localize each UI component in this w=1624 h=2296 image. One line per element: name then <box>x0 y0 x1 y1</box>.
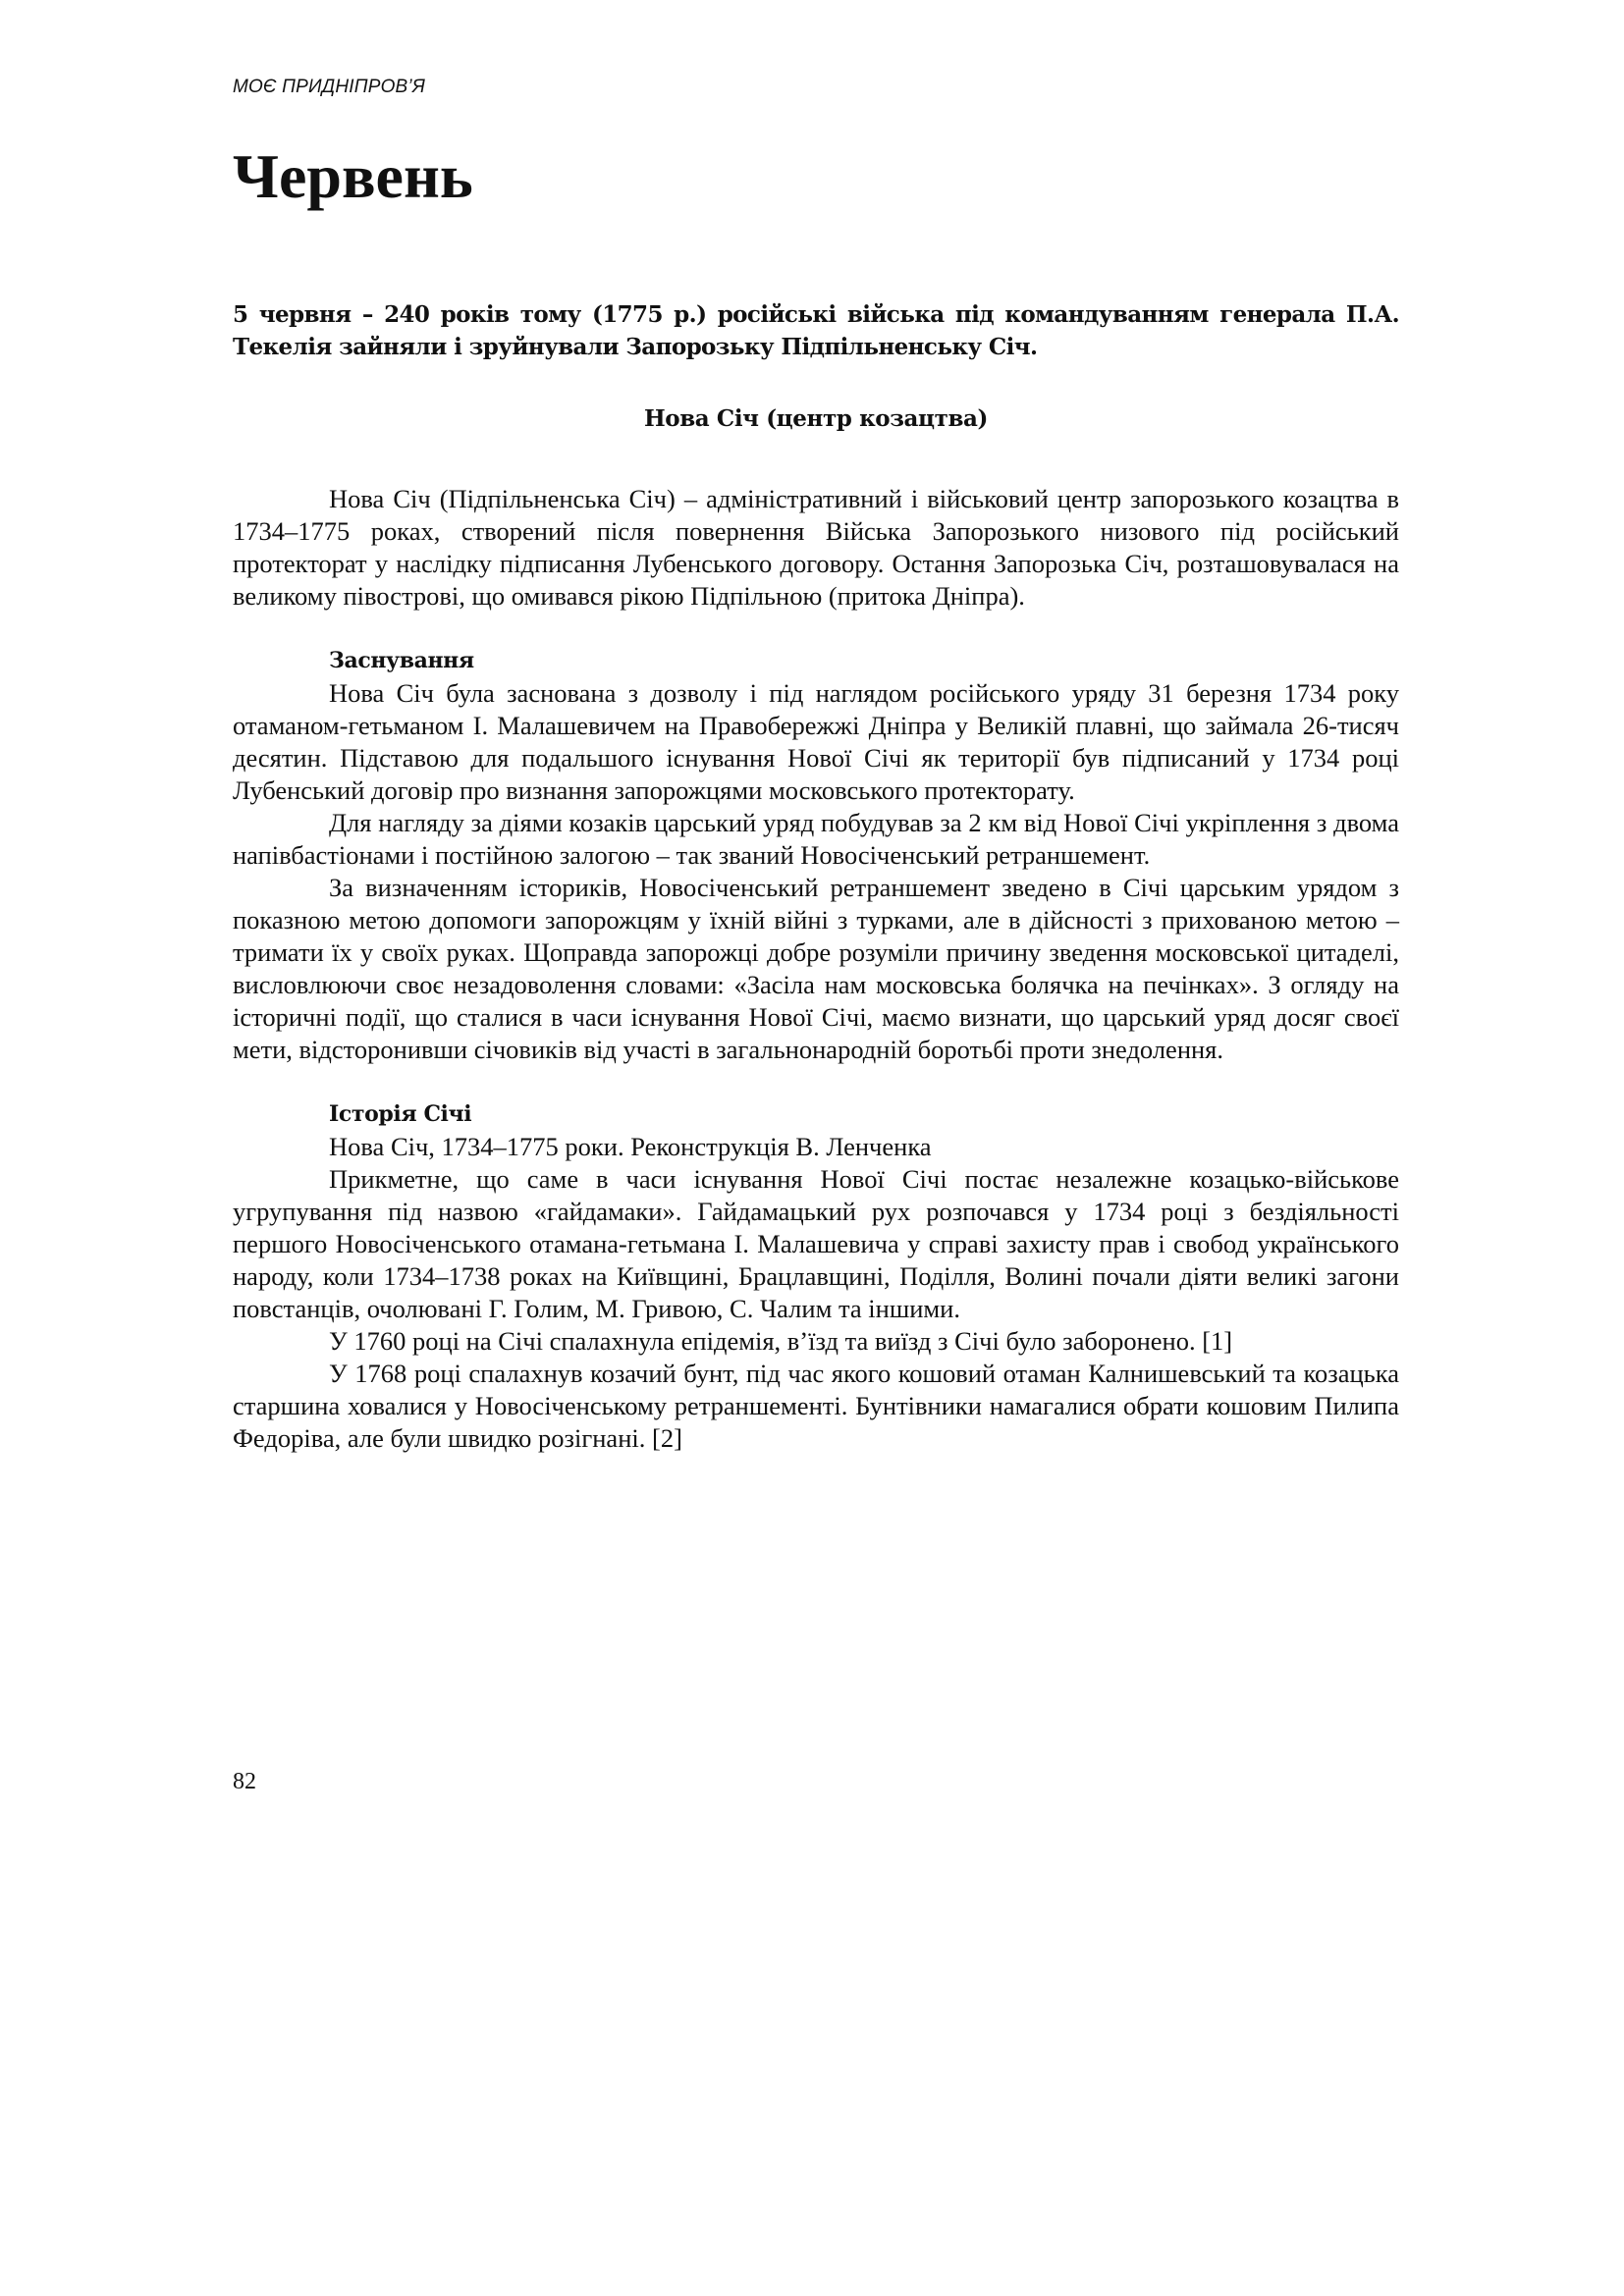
article-title: Нова Січ (центр козацтва) <box>643 405 989 432</box>
paragraph: Нова Січ була заснована з дозволу і під наглядом російського уряду 31 березня 1734 року отаманом-гетьманом І. Малашевичем на Правобережжі Дніпра у Великій плавні, що займала 26-тисяч десятин. Підставою для подальшого існування Нової Січі як території був підписаний у 1734 році Лубенський договір про визнання запорожцями московського протекторату. <box>233 678 1399 805</box>
spacer <box>233 1066 1399 1098</box>
paragraph: Прикметне, що саме в часи існування Нової Січі постає незалежне козацько-військове угрупування під назвою «гайдамаки». Гайдамацький рух розпочався у 1734 році з бездіяльності першого Новосіченського отамана-гетьмана І. Малашевича у справі захисту прав і свобод українського народу, коли 1734–1738 роках на Київщині, Брацлавщині, Поділля, Волині почали діяти великі загони повстанців, очолювані Г. Голим, М. Гривою, С. Чалим та іншими. <box>233 1164 1399 1323</box>
paragraph: У 1760 році на Січі спалахнула епідемія, в’їзд та виїзд з Січі було заборонено. [1] <box>329 1326 1233 1356</box>
intro-paragraph: Нова Січ (Підпільненська Січ) – адміністративний і військовий центр запорозького козацтва в 1734–1775 роках, створений після повернення Війська Запорозького низового під російський протекторат у наслідку підписання Лубенського договору. Остання Запорозька Січ, розташовувалася на великому півострові, що омивався рікою Підпільною (притока Дніпра). <box>233 484 1399 611</box>
section-heading-founding: Заснування <box>329 648 474 673</box>
chapter-title: Червень <box>233 141 473 211</box>
paragraph: У 1768 році спалахнув козачий бунт, під час якого кошовий отаман Калнишевський та козацька старшина ховалися у Новосіченському ретраншементі. Бунтівники намагалися обрати кошовим Пилипа Федоріва, але були швидко розігнані. [2] <box>233 1359 1399 1453</box>
spacer <box>233 613 1399 645</box>
paragraph: За визначенням істориків, Новосіченський ретраншемент зведено в Січі царським урядом з показною метою допомоги запорожцям у їхній війні з турками, але в дійсності з прихованою метою – тримати їх у своїх руках. Щоправда запорожці добре розуміли причину зведення московської цитаделі, висловлюючи своє незадоволення словами: «Засіла нам московська болячка на печінках». З огляду на історичні події, що сталися в часи існування Нової Січі, маємо визнати, що царський уряд досяг своєї мети, відсторонивши січовиків від участі в загальнонародній боротьбі проти знедолення. <box>233 873 1399 1064</box>
page-number: 82 <box>233 1769 256 1794</box>
running-head: МОЄ ПРИДНІПРОВ’Я <box>233 77 426 97</box>
section-heading-history: Історія Січі <box>329 1101 472 1127</box>
paragraph: Для нагляду за діями козаків царський уряд побудував за 2 км від Нової Січі укріплення з двома напівбастіонами і постійною залогою – так званий Новосіченський ретраншемент. <box>233 808 1399 870</box>
image-caption-paragraph: Нова Січ, 1734–1775 роки. Реконструкція В. Ленченка <box>329 1132 932 1161</box>
lead-announcement: 5 червня – 240 років тому (1775 р.) російські війська під командуванням генерала П.А. Текелія зайняли і зруйнували Запорозьку Підпільненську Січ. <box>233 301 1399 360</box>
article-body <box>233 402 1399 1455</box>
